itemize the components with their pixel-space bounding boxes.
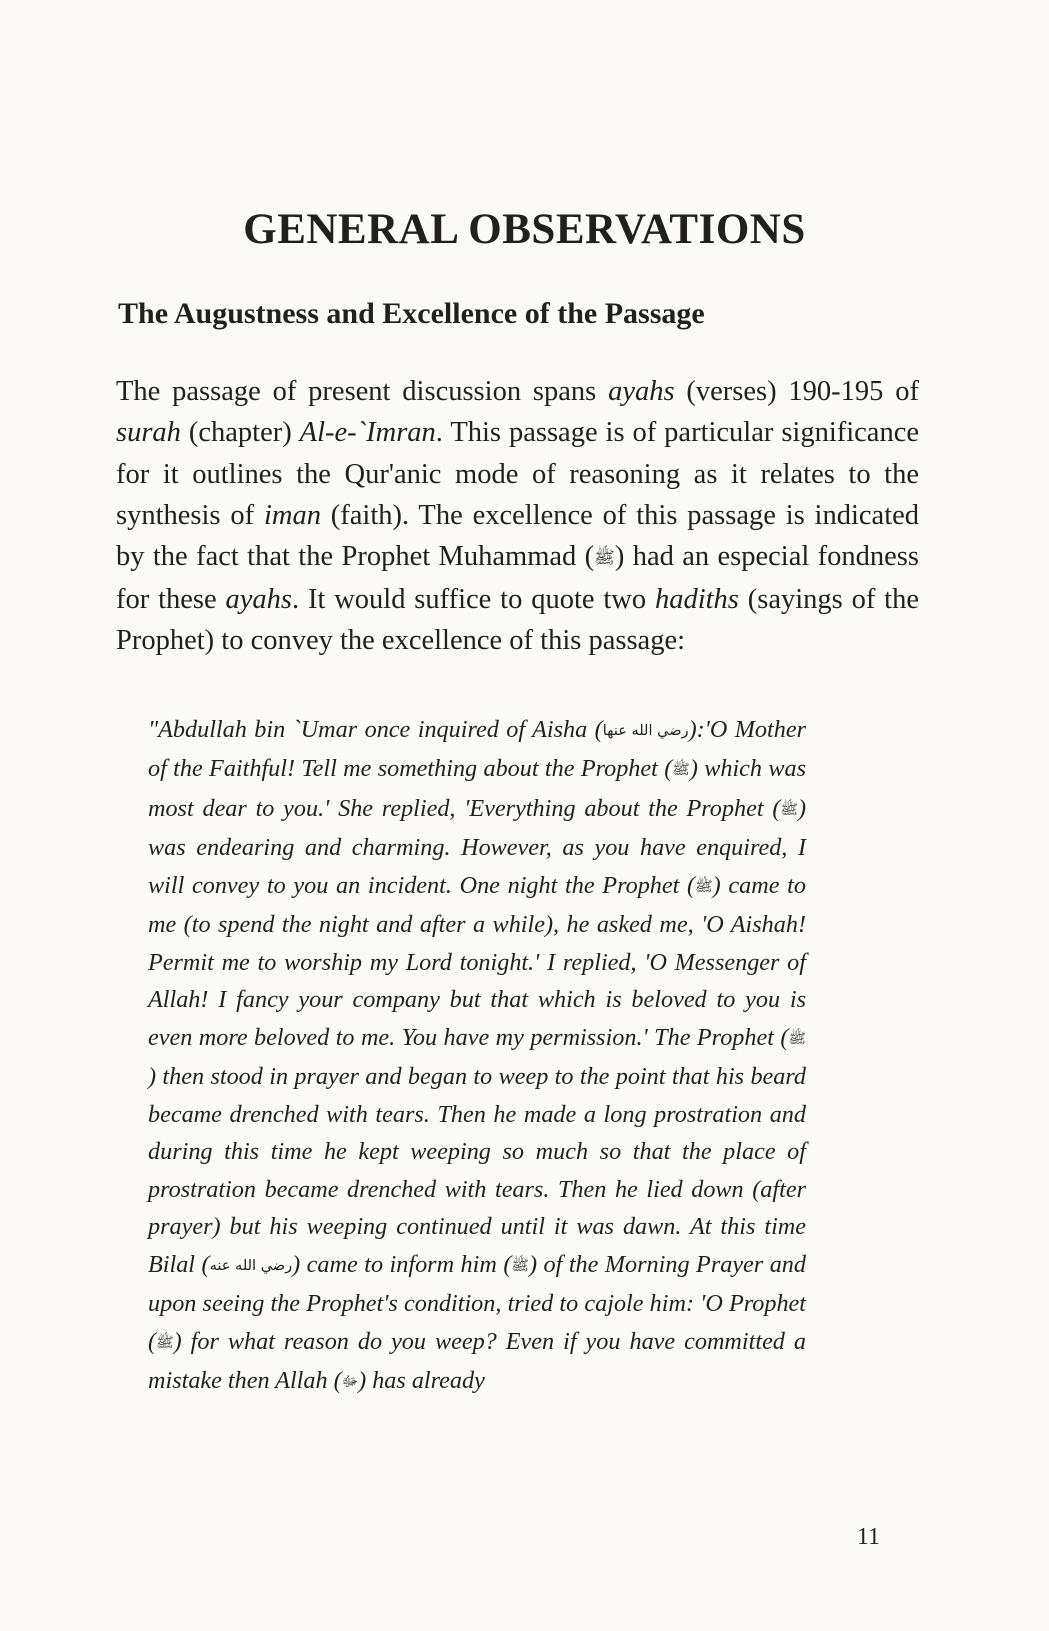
honorific-glyph: رضي الله عنها (602, 722, 689, 739)
italic-term: hadiths (654, 583, 739, 615)
chapter-title: GENERAL OBSERVATIONS (243, 206, 806, 253)
honorific-glyph: ﷺ (780, 801, 798, 818)
italic-term: Al-e-`Imran (299, 417, 436, 449)
honorific-glyph: ﷺ (672, 762, 690, 779)
honorific-glyph: ﷺ (788, 1030, 806, 1047)
hadith-quote: "Abdullah bin `Umar once inquired of Aisha (رضي الله عنها):'O Mother of the Faithful! Tell me something about the Prophet (ﷺ) which was most dear to you.' She replied, 'Everything about the Prophet (ﷺ) was endearing and charming. However, as you have enquired, I will convey to you an incident. One night the Prophet (ﷺ) came to me (to spend the night and after a while), he asked me, 'O Aishah! Permit me to worship my Lord tonight.' I replied, 'O Messenger of Allah! I fancy your company but that which is beloved to you is even more beloved to me. You have my permission.' The Prophet (ﷺ) then stood in prayer and began to weep to the point that his beard became drenched with tears. Then he made a long prostration and during this time he kept weeping so much so that the place of prostration became drenched with tears. Then he lied down (after prayer) but his weeping continued until it was dawn. At this time Bilal (رضي الله عنه) came to inform him (ﷺ) of the Morning Prayer and upon seeing the Prophet's condition, tried to cajole him: 'O Prophet (ﷺ) for what reason do you weep? Even if you have committed a mistake then Allah (ﷻ) has already (148, 711, 806, 1401)
italic-term: iman (263, 499, 321, 531)
italic-term: surah (116, 417, 181, 449)
honorific-glyph: ﷺ (594, 547, 615, 568)
italic-term: ayahs (608, 376, 675, 407)
section-heading: The Augustness and Excellence of the Passage (118, 297, 705, 330)
page-number: 11 (856, 1524, 880, 1550)
honorific-glyph: ﷺ (511, 1257, 529, 1274)
honorific-glyph: ﷺ (156, 1334, 174, 1351)
body-paragraph: The passage of present discussion spans ayahs (verses) 190-195 of surah (chapter) Al-e-`Imran. This passage is of particular significance for it outlines the Qur'anic mode of reasoning as it relates to the synthesis of iman (faith). The excellence of this passage is indicated by the fact that the Prophet Muhammad (ﷺ) had an especial fondness for these ayahs. It would suffice to quote two hadiths (sayings of the Prophet) to convey the excellence of this passage: (116, 376, 920, 657)
honorific-glyph: ﷻ (341, 1373, 359, 1390)
honorific-glyph: ﷺ (695, 878, 713, 895)
italic-term: ayahs (225, 583, 292, 615)
honorific-glyph: رضي الله عنه (209, 1257, 293, 1274)
